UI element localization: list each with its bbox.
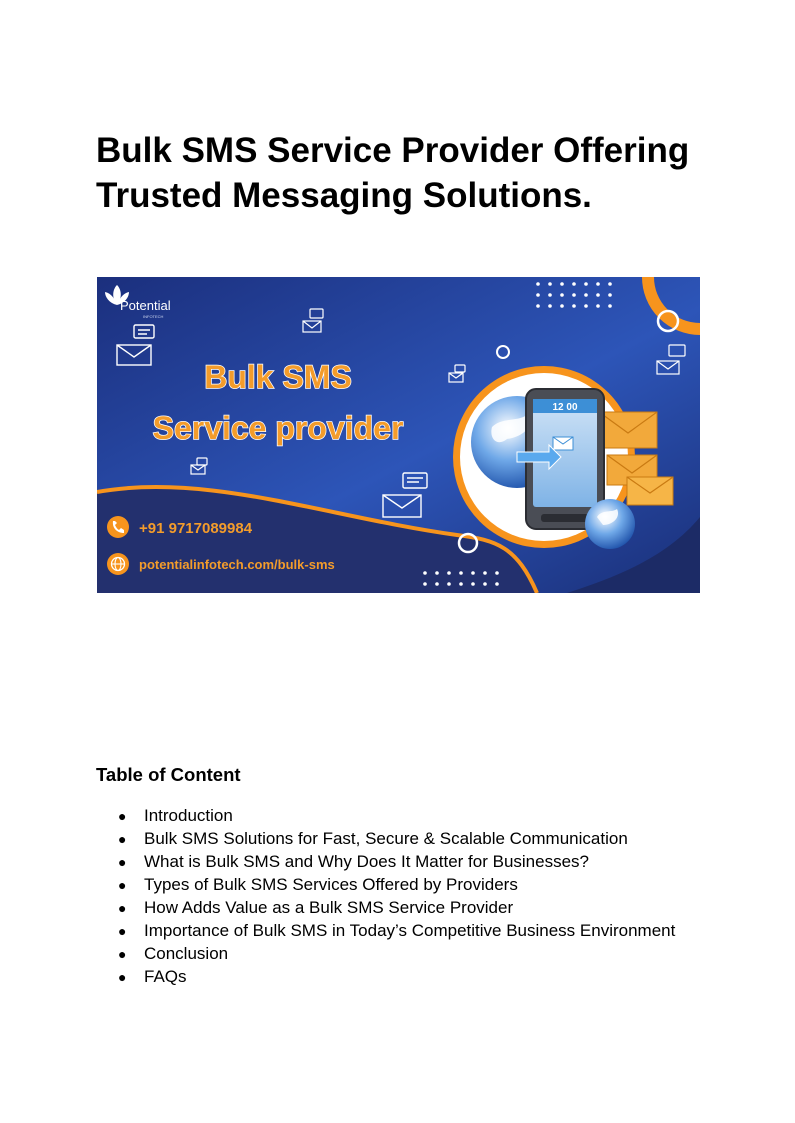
bullet-icon: ●: [118, 946, 127, 962]
list-item: [118, 942, 675, 965]
phone-icon: [107, 516, 129, 538]
logo-subtitle: INFOTECH: [143, 314, 164, 319]
bullet-icon: ●: [118, 831, 127, 847]
phone-clock: 12 00: [552, 402, 578, 413]
banner-headline-line-1: Bulk SMS: [204, 359, 352, 395]
list-item: [118, 850, 675, 873]
title-line-2: Trusted Messaging Solutions.: [96, 176, 592, 215]
list-item: [118, 896, 675, 919]
logo-name: Potential: [120, 298, 171, 313]
earth-globe-icon: [585, 499, 635, 549]
toc-item-label: Importance of Bulk SMS in Today’s Competitive Business Environment: [144, 921, 676, 940]
bullet-icon: ●: [118, 923, 127, 939]
title-line-1: Bulk SMS Service Provider Offering: [96, 131, 690, 170]
toc-item-label: What is Bulk SMS and Why Does It Matter for Businesses?: [144, 852, 589, 871]
banner-phone: +91 9717089984: [139, 520, 253, 537]
bullet-icon: ●: [118, 969, 127, 985]
toc-item-label: Introduction: [144, 806, 233, 825]
list-item: [118, 965, 675, 988]
toc-item-label: Types of Bulk SMS Services Offered by Providers: [144, 875, 518, 894]
globe-icon: [107, 553, 129, 575]
bullet-icon: ●: [118, 900, 127, 916]
list-item: [118, 873, 675, 896]
toc-item-label: How Adds Value as a Bulk SMS Service Provider: [144, 898, 514, 917]
document-title: [96, 128, 736, 218]
bullet-icon: ●: [118, 808, 127, 824]
toc-heading: Table of Content: [96, 764, 241, 785]
list-item: [118, 804, 675, 827]
banner-image: [97, 277, 700, 593]
bullet-icon: ●: [118, 854, 127, 870]
banner-website: potentialinfotech.com/bulk-sms: [139, 557, 335, 572]
bullet-icon: ●: [118, 877, 127, 893]
list-item: [118, 827, 675, 850]
list-item: [118, 919, 675, 942]
toc-list: [118, 804, 675, 988]
toc-item-label: FAQs: [144, 967, 187, 986]
toc-item-label: Conclusion: [144, 944, 229, 963]
toc-item-label: Bulk SMS Solutions for Fast, Secure & Scalable Communication: [144, 829, 628, 848]
banner-headline-line-2: Service provider: [152, 410, 404, 446]
